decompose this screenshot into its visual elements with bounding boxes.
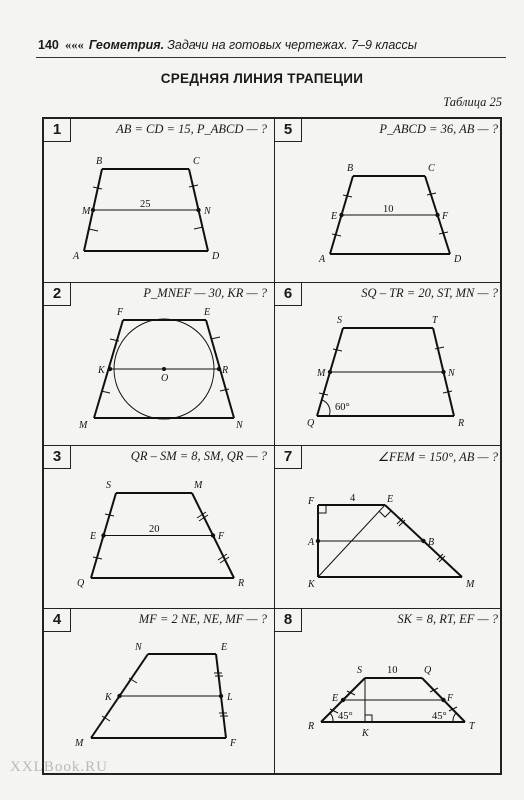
vertex-label-r: R bbox=[308, 721, 315, 732]
problem-statement: SQ – TR = 20, ST, MN — ? bbox=[361, 286, 498, 300]
angle-label: 60° bbox=[335, 402, 350, 413]
problem-statement: AB = CD = 15, P_ABCD — ? bbox=[116, 122, 267, 136]
table-label: Таблица 25 bbox=[443, 95, 502, 109]
vertex-label-f: F bbox=[447, 693, 454, 704]
problem-table bbox=[42, 117, 502, 775]
vertex-label-r: R bbox=[458, 418, 465, 429]
problem-statement: SK = 8, RT, EF — ? bbox=[397, 612, 498, 626]
problem-number: 1 bbox=[44, 119, 71, 142]
vertex-label-m: M bbox=[82, 206, 91, 217]
book-title: Геометрия. bbox=[88, 38, 165, 52]
vertex-label-a: A bbox=[73, 251, 80, 262]
vertex-label-f: F bbox=[117, 307, 124, 318]
vertex-label-f: F bbox=[230, 738, 237, 749]
vertex-label-s: S bbox=[337, 315, 342, 326]
problem-number: 6 bbox=[275, 283, 302, 306]
vertex-label-b: B bbox=[347, 163, 354, 174]
vertex-label-e: E bbox=[331, 211, 338, 222]
problem-statement: MF = 2 NE, NE, MF — ? bbox=[138, 612, 267, 626]
problem-number: 5 bbox=[275, 119, 302, 142]
vertex-label-n: N bbox=[204, 206, 211, 217]
trapezoid-with-circle-diagram bbox=[44, 283, 273, 446]
problem-number: 3 bbox=[44, 446, 71, 469]
vertex-label-c: C bbox=[428, 163, 435, 174]
base-length: 4 bbox=[350, 493, 356, 504]
problem-statement: P_ABCD = 36, AB — ? bbox=[379, 122, 498, 136]
vertex-label-e: E bbox=[221, 642, 228, 653]
trapezoid-diagram bbox=[275, 609, 504, 772]
book-subtitle: Задачи на готовых чертежах. 7–9 классы bbox=[167, 38, 417, 52]
vertex-label-s: S bbox=[357, 665, 362, 676]
vertex-label-d: D bbox=[212, 251, 220, 262]
vertex-label-a: A bbox=[319, 254, 326, 265]
vertex-label-e: E bbox=[332, 693, 339, 704]
problem-number: 4 bbox=[44, 609, 71, 632]
guillemet-mark: ««« bbox=[64, 38, 84, 52]
vertex-label-r: R bbox=[238, 578, 245, 589]
angle-label-left: 45° bbox=[338, 711, 353, 722]
vertex-label-k: K bbox=[308, 579, 315, 590]
problem-number: 2 bbox=[44, 283, 71, 306]
vertex-label-e: E bbox=[90, 531, 97, 542]
vertex-label-s: S bbox=[106, 480, 111, 491]
vertex-label-d: D bbox=[454, 254, 462, 265]
vertex-label-t: T bbox=[469, 721, 475, 732]
problem-cell-8 bbox=[275, 609, 504, 772]
section-title: СРЕДНЯЯ ЛИНИЯ ТРАПЕЦИИ bbox=[160, 71, 364, 86]
problem-statement: ∠FEM = 150°, AB — ? bbox=[377, 450, 498, 464]
problem-cell-3 bbox=[44, 446, 273, 609]
vertex-label-k: K bbox=[105, 692, 112, 703]
vertex-label-t: T bbox=[432, 315, 438, 326]
vertex-label-e: E bbox=[387, 494, 394, 505]
vertex-label-c: C bbox=[193, 156, 200, 167]
vertex-label-m: M bbox=[79, 420, 88, 431]
problem-statement: P_MNEF — 30, KR — ? bbox=[143, 286, 267, 300]
vertex-label-n: N bbox=[135, 642, 142, 653]
vertex-label-m: M bbox=[194, 480, 203, 491]
vertex-label-f: F bbox=[442, 211, 449, 222]
center-label-o: O bbox=[161, 373, 169, 384]
trapezoid-diagram bbox=[44, 119, 273, 282]
angle-label-right: 45° bbox=[432, 711, 447, 722]
midline-length: 10 bbox=[383, 204, 394, 215]
trapezoid-diagram bbox=[44, 446, 273, 609]
watermark: XXLBook.RU bbox=[10, 759, 108, 775]
vertex-label-n: N bbox=[448, 368, 455, 379]
header-rule bbox=[36, 57, 506, 58]
vertex-label-m: M bbox=[75, 738, 84, 749]
vertex-label-q: Q bbox=[307, 418, 315, 429]
midline-length: 20 bbox=[149, 524, 160, 535]
running-head bbox=[38, 38, 417, 53]
vertex-label-b: B bbox=[96, 156, 103, 167]
vertex-label-f: F bbox=[218, 531, 225, 542]
right-trapezoid-diagram bbox=[275, 446, 504, 609]
trapezoid-diagram bbox=[44, 609, 273, 772]
problem-number: 7 bbox=[275, 446, 302, 469]
vertex-label-m: M bbox=[466, 579, 475, 590]
problem-cell-2 bbox=[44, 283, 273, 446]
vertex-label-r: R bbox=[222, 365, 229, 376]
vertex-label-e: E bbox=[204, 307, 211, 318]
vertex-label-l: L bbox=[227, 692, 233, 703]
vertex-label-n: N bbox=[236, 420, 243, 431]
vertex-label-m: M bbox=[317, 368, 326, 379]
vertex-label-f: F bbox=[308, 496, 315, 507]
problem-cell-5 bbox=[275, 119, 504, 282]
vertex-label-q: Q bbox=[77, 578, 85, 589]
problem-cell-4 bbox=[44, 609, 273, 772]
vertex-label-b: B bbox=[428, 537, 435, 548]
vertex-label-k: K bbox=[98, 365, 105, 376]
problem-cell-1 bbox=[44, 119, 273, 282]
problem-statement: QR – SM = 8, SM, QR — ? bbox=[130, 449, 267, 463]
page-number: 140 bbox=[38, 38, 59, 52]
vertex-label-q: Q bbox=[424, 665, 432, 676]
problem-cell-7 bbox=[275, 446, 504, 609]
vertex-label-a: A bbox=[308, 537, 315, 548]
midline-length: 25 bbox=[140, 199, 151, 210]
problem-cell-6 bbox=[275, 283, 504, 446]
trapezoid-diagram bbox=[275, 119, 504, 282]
vertex-label-k: K bbox=[362, 728, 369, 739]
base-length: 10 bbox=[387, 665, 398, 676]
problem-number: 8 bbox=[275, 609, 302, 632]
trapezoid-diagram bbox=[275, 283, 504, 446]
